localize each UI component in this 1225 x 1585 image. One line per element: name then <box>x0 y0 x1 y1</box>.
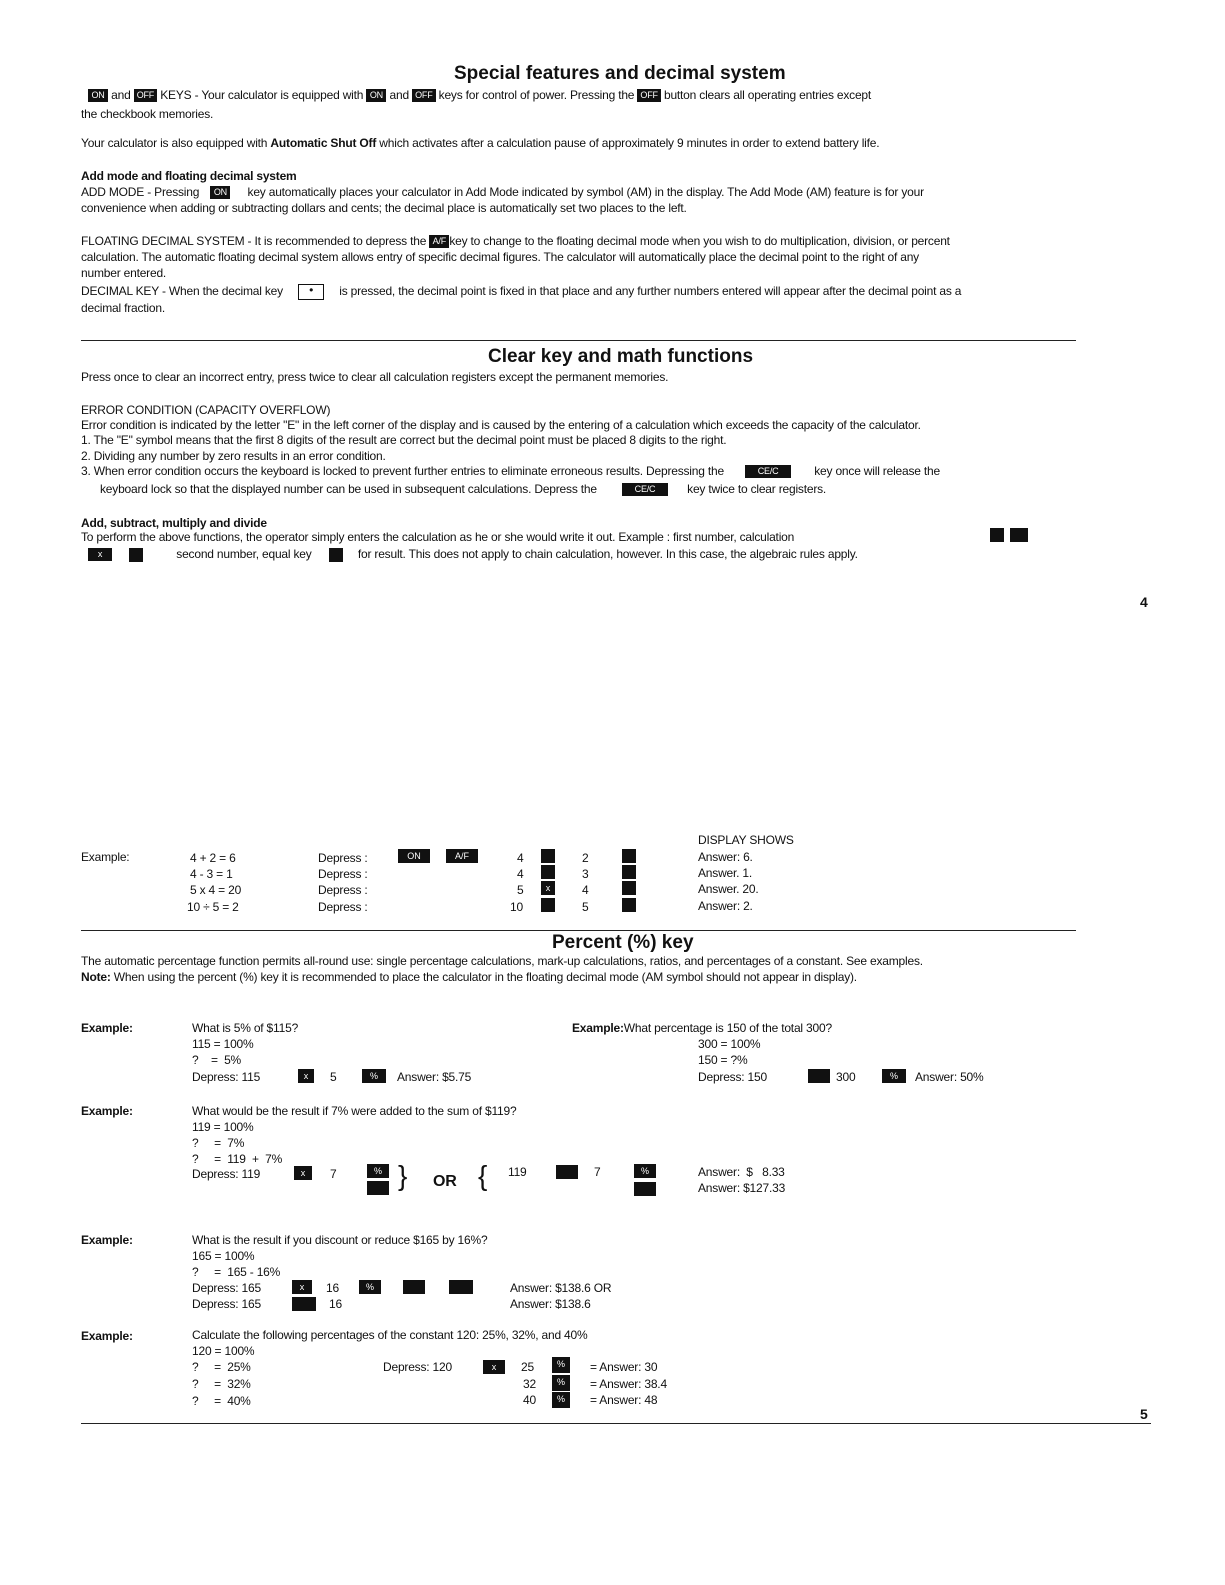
example-question: What would be the result if 7% were added to the sum of $119? <box>192 1104 517 1118</box>
multiply-key: x <box>541 881 555 895</box>
af-key: A/F <box>446 849 478 863</box>
subheading-add-mode: Add mode and floating decimal system <box>81 169 297 183</box>
example-line: ? = 165 - 16% <box>192 1265 281 1279</box>
answer: = Answer: 38.4 <box>590 1377 667 1391</box>
equal-key <box>622 898 636 912</box>
decimal-key: • <box>298 284 324 300</box>
key-block <box>449 1280 473 1294</box>
text-bold: Automatic Shut Off <box>270 136 377 150</box>
af-key: A/F <box>429 235 449 248</box>
example-line: ? = 32% <box>192 1377 251 1391</box>
text: key once will release the <box>814 464 940 478</box>
subheading-error-condition: ERROR CONDITION (CAPACITY OVERFLOW) <box>81 403 331 417</box>
example-question: What is the result if you discount or reduce $165 by 16%? <box>192 1233 488 1247</box>
text: When using the percent (%) key it is recommended to place the calculator in the floating decimal mode (AM symbol should not appear in display). <box>110 970 857 984</box>
list-item <box>81 463 940 479</box>
divider <box>81 1423 1151 1424</box>
example-b <box>572 1020 832 1036</box>
percent-key: % <box>552 1357 570 1373</box>
subheading-asmd: Add, subtract, multiply and divide <box>81 516 267 530</box>
operand: 4 <box>517 867 524 881</box>
note-label: Note: <box>81 970 111 984</box>
example-line: 120 = 100% <box>192 1344 255 1358</box>
on-key: ON <box>210 186 230 199</box>
depress-line: Depress: 165 <box>192 1297 261 1311</box>
divide-key <box>541 898 555 912</box>
off-key: OFF <box>637 89 660 102</box>
equal-key <box>329 548 343 562</box>
depress-label: Depress : <box>318 883 368 897</box>
percent-key: % <box>552 1392 570 1408</box>
cec-key: CE/C <box>745 465 791 478</box>
section-title-special-features: Special features and decimal system <box>454 63 786 84</box>
operand: 5 <box>330 1070 337 1084</box>
plus-key <box>634 1182 656 1196</box>
multiply-key <box>556 1165 578 1179</box>
paragraph-line: the checkbook memories. <box>81 107 214 121</box>
answer: Answer: $138.6 <box>510 1297 591 1311</box>
equal-key <box>622 881 636 895</box>
depress-label: Depress : <box>318 851 368 865</box>
text: key automatically places your calculator in Add Mode indicated by symbol (AM) in the display. The Add Mode (AM) feature is for your <box>247 185 924 199</box>
percent-key: % <box>552 1375 570 1391</box>
list-item: 1. The "E" symbol means that the first 8 digits of the result are correct but the decimal point must be placed 8 digits to the right. <box>81 433 727 447</box>
minus-key <box>541 865 555 879</box>
example-line: ? = 5% <box>192 1053 242 1067</box>
example-label: Example: <box>572 1021 624 1035</box>
multiply-key: x <box>292 1280 312 1294</box>
decimal-key-paragraph <box>81 283 961 300</box>
multiply-key: x <box>294 1166 312 1180</box>
section-title-percent-key: Percent (%) key <box>552 932 694 953</box>
text: keyboard lock so that the displayed number can be used in subsequent calculations. Depress the <box>100 482 597 496</box>
operand: 300 <box>836 1070 856 1084</box>
text: Your calculator is also equipped with <box>81 136 271 150</box>
text: FLOATING DECIMAL SYSTEM - It is recommended to depress the <box>81 234 427 248</box>
answer: Answer: $5.75 <box>397 1070 472 1084</box>
list-item-continued <box>100 481 826 497</box>
equation: 10 ÷ 5 = 2 <box>187 900 239 914</box>
percent-key: % <box>882 1069 906 1083</box>
example-line: 300 = 100% <box>698 1037 761 1051</box>
text: and <box>389 88 409 102</box>
example-question: Calculate the following percentages of the constant 120: 25%, 32%, and 40% <box>192 1328 588 1342</box>
minus-key <box>292 1297 316 1311</box>
divider <box>81 930 1076 931</box>
example-question: What is 5% of $115? <box>192 1021 299 1035</box>
paragraph-line <box>88 546 858 562</box>
answer: Answer: $138.6 OR <box>510 1281 612 1295</box>
operand: 7 <box>330 1167 337 1181</box>
text: key twice to clear registers. <box>687 482 827 496</box>
answer: Answer: $127.33 <box>698 1181 786 1195</box>
example-line: 165 = 100% <box>192 1249 255 1263</box>
depress-label: Depress : <box>318 867 368 881</box>
operand: 16 <box>326 1281 339 1295</box>
equation: 4 - 3 = 1 <box>190 867 233 881</box>
off-key: OFF <box>134 89 157 102</box>
text: second number, equal key <box>176 547 312 561</box>
operand: 32 <box>523 1377 536 1391</box>
depress-line: Depress: 119 <box>192 1167 261 1181</box>
paragraph-line: To perform the above functions, the operator simply enters the calculation as he or she would write it out. Example : first number, calculation <box>81 530 795 544</box>
text: keys for control of power. Pressing the <box>438 88 635 102</box>
paragraph-line: decimal fraction. <box>81 301 165 315</box>
display-shows-heading: DISPLAY SHOWS <box>698 833 794 847</box>
paragraph-line: calculation. The automatic floating decimal system allows entry of specific decimal figures. The calculator will automatically place the decimal point to the right of any <box>81 250 919 264</box>
key-block <box>129 548 143 562</box>
answer: Answer: $ 8.33 <box>698 1165 785 1179</box>
operand: 7 <box>594 1165 601 1179</box>
text: key to change to the floating decimal mode when you wish to do multiplication, division, or percent <box>449 234 950 248</box>
plus-key <box>367 1181 389 1195</box>
example-line: 115 = 100% <box>192 1037 254 1051</box>
depress-line: Depress: 150 <box>698 1070 767 1084</box>
close-brace-icon: } <box>398 1160 408 1191</box>
answer: Answer: 50% <box>915 1070 984 1084</box>
answer: Answer: 6. <box>698 850 753 864</box>
text: button clears all operating entries except <box>663 88 872 102</box>
answer: = Answer: 48 <box>590 1393 658 1407</box>
text: is pressed, the decimal point is fixed in that place and any further numbers entered will appear after the decimal point as a <box>339 284 962 298</box>
text: and <box>111 88 131 102</box>
operand: 2 <box>582 851 589 865</box>
divide-key <box>808 1069 830 1083</box>
operand: 10 <box>510 900 523 914</box>
example-label: Example: <box>81 1104 133 1118</box>
operand: 40 <box>523 1393 536 1407</box>
list-item: 2. Dividing any number by zero results in an error condition. <box>81 449 386 463</box>
note-paragraph <box>81 969 857 985</box>
operand: 119 <box>508 1165 527 1179</box>
depress-line: Depress: 165 <box>192 1281 261 1295</box>
answer: Answer. 1. <box>698 866 753 880</box>
example-line: 119 = 100% <box>192 1120 254 1134</box>
key-block <box>403 1280 425 1294</box>
operand: 4 <box>582 883 589 897</box>
paragraph-line: Press once to clear an incorrect entry, press twice to clear all calculation registers except the permanent memories. <box>81 370 669 384</box>
percent-key: % <box>362 1069 386 1083</box>
floating-decimal-paragraph <box>81 233 950 249</box>
power-keys-paragraph <box>88 87 871 103</box>
example-label: Example: <box>81 1233 133 1247</box>
paragraph-line: number entered. <box>81 266 167 280</box>
text: for result. This does not apply to chain calculation, however. In this case, the algebraic rules apply. <box>357 547 858 561</box>
example-question: What percentage is 150 of the total 300? <box>623 1021 832 1035</box>
example-line: ? = 7% <box>192 1136 245 1150</box>
or-label: OR <box>433 1173 457 1190</box>
operand: 4 <box>517 851 524 865</box>
operand: 5 <box>517 883 524 897</box>
paragraph-line: Error condition is indicated by the letter "E" in the left corner of the display and is caused by the entering of a calculation which exceeds the capacity of the calculator. <box>81 418 921 432</box>
on-key: ON <box>398 849 430 863</box>
operand: 25 <box>521 1360 534 1374</box>
multiply-key: x <box>298 1069 314 1083</box>
text: 3. When error condition occurs the keyboard is locked to prevent further entries to eliminate erroneous results. Depressing the <box>81 464 724 478</box>
on-key: ON <box>366 89 386 102</box>
off-key: OFF <box>412 89 435 102</box>
section-title-clear-key: Clear key and math functions <box>488 346 754 367</box>
add-mode-paragraph <box>81 184 924 200</box>
page-number: 5 <box>1140 1406 1148 1422</box>
operand: 5 <box>582 900 589 914</box>
plus-key <box>541 849 555 863</box>
answer: = Answer: 30 <box>590 1360 658 1374</box>
equation: 5 x 4 = 20 <box>190 883 242 897</box>
multiply-key: x <box>483 1360 505 1374</box>
equal-key <box>622 849 636 863</box>
auto-shutoff-paragraph <box>81 135 879 151</box>
cec-key: CE/C <box>622 483 668 496</box>
percent-key: % <box>359 1280 381 1294</box>
paragraph-line: The automatic percentage function permits all-round use: single percentage calculations, mark-up calculations, ratios, and percentages of a constant. See examples. <box>81 954 923 968</box>
depress-line: Depress: 120 <box>383 1360 452 1374</box>
key-block <box>990 528 1004 542</box>
depress-line: Depress: 115 <box>192 1070 261 1084</box>
percent-key: % <box>634 1164 656 1178</box>
paragraph-line: convenience when adding or subtracting dollars and cents; the decimal place is automatically set two places to the left. <box>81 201 687 215</box>
page-number: 4 <box>1140 594 1148 610</box>
example-label: Example: <box>81 850 130 864</box>
example-line: 150 = ?% <box>698 1053 748 1067</box>
operand: 3 <box>582 867 589 881</box>
equal-key <box>622 865 636 879</box>
example-line: ? = 119 + 7% <box>192 1152 283 1166</box>
example-label: Example: <box>81 1021 133 1035</box>
depress-label: Depress : <box>318 900 368 914</box>
text: ADD MODE - Pressing <box>81 185 200 199</box>
answer: Answer. 20. <box>698 882 759 896</box>
text: which activates after a calculation pause of approximately 9 minutes in order to extend battery life. <box>376 136 880 150</box>
open-brace-icon: { <box>478 1160 488 1191</box>
percent-key: % <box>367 1164 389 1178</box>
operand: 16 <box>329 1297 342 1311</box>
on-key: ON <box>88 89 108 102</box>
example-line: ? = 40% <box>192 1394 251 1408</box>
example-label: Example: <box>81 1329 133 1343</box>
multiply-key: x <box>88 548 112 561</box>
text: KEYS - Your calculator is equipped with <box>160 88 364 102</box>
equation: 4 + 2 = 6 <box>190 851 236 865</box>
answer: Answer: 2. <box>698 899 753 913</box>
text: DECIMAL KEY - When the decimal key <box>81 284 283 298</box>
divider <box>81 340 1076 341</box>
key-block <box>1010 528 1028 542</box>
example-line: ? = 25% <box>192 1360 251 1374</box>
